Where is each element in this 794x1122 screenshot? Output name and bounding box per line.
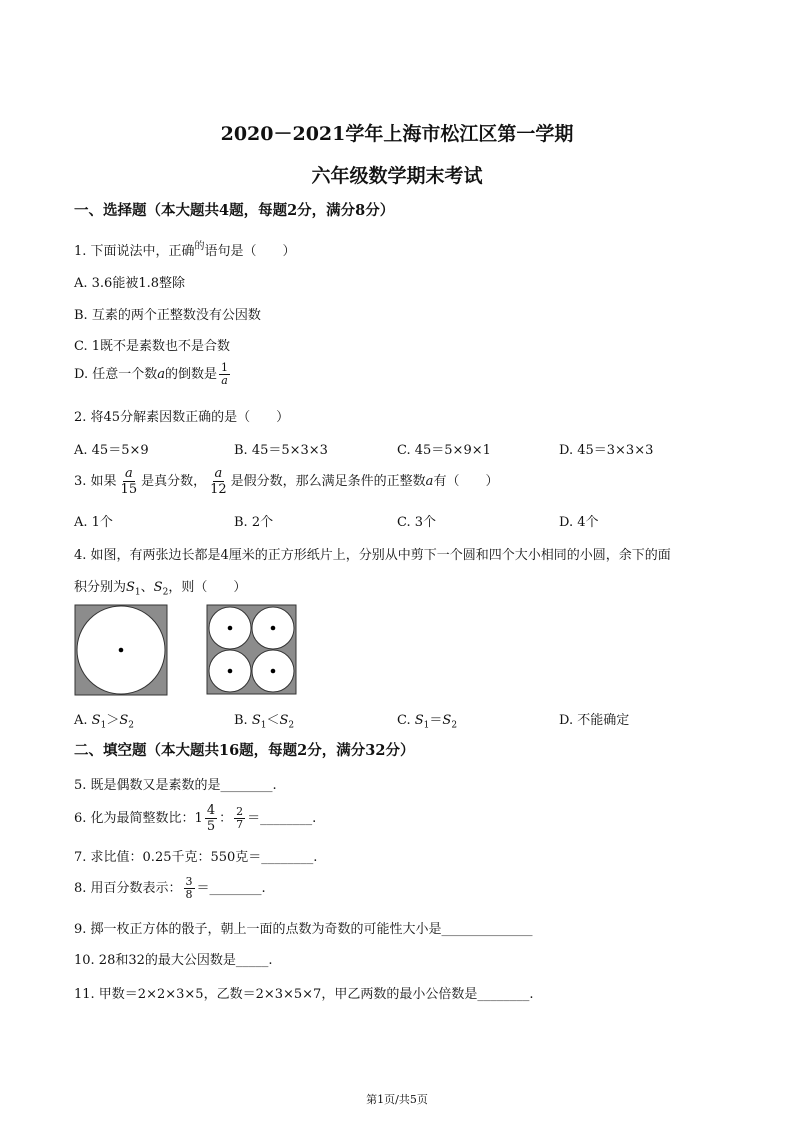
q6-fraction-1	[205, 803, 217, 834]
q4-s1: S	[126, 580, 135, 595]
q4-figure-one-circle	[74, 604, 168, 696]
q3-mid2: 是假分数，那么满足条件的正整数	[230, 474, 426, 489]
q4-c-op: ＝	[429, 713, 443, 728]
q1-option-b: B. 互素的两个正整数没有公因数	[74, 308, 261, 323]
q7: 7. 求比值：0.25千克：550克＝________.	[74, 850, 318, 865]
q6	[74, 803, 316, 834]
center-dot-tr	[271, 626, 276, 631]
q8-prefix: 8. 用百分数表示：	[74, 881, 182, 896]
q4-b-rsub: 2	[288, 720, 295, 731]
q2-option-b: B. 45＝5×3×3	[234, 443, 328, 458]
q1-d-var: a	[157, 367, 165, 382]
q4-figure-four-circles	[206, 604, 297, 695]
q4-b-left: S	[251, 713, 261, 728]
q8-frac-num: 3	[185, 875, 193, 888]
q3-prefix: 3. 如果	[74, 474, 117, 489]
q2-stem: 2. 将45分解素因数正确的是（ ）	[74, 410, 290, 425]
q4-a-prefix: A.	[74, 713, 92, 728]
q2-option-a: A. 45＝5×9	[74, 443, 149, 458]
title-line2: 六年级数学期末考试	[311, 165, 483, 187]
big-circle-center	[119, 648, 124, 653]
q4-c-rsub: 2	[451, 720, 458, 731]
q4-c-left: S	[414, 713, 424, 728]
q6-prefix: 6. 化为最简整数比：1	[74, 811, 203, 826]
q8-frac-den: 8	[185, 888, 193, 901]
q1-d-fraction	[219, 362, 230, 387]
q3-suffix: 有（ ）	[433, 474, 499, 489]
q4-a-rsub: 2	[128, 720, 134, 731]
q4-b-op: ＜	[266, 713, 280, 728]
q4-stem-line2	[74, 576, 246, 598]
section2-heading: 二、填空题（本大题共16题，每题2分，满分32分）	[74, 742, 415, 759]
q6-frac2-den: 7	[236, 818, 244, 831]
q1-option-d	[74, 362, 232, 387]
q1-option-a: A. 3.6能被1.8整除	[74, 276, 186, 291]
q4-c-prefix: C.	[397, 713, 415, 728]
q6-frac1-num: 4	[206, 803, 216, 818]
q3-option-d: D. 4个	[559, 515, 599, 530]
page-footer: 第1页/共5页	[366, 1093, 428, 1106]
q2-option-d: D. 45＝3×3×3	[559, 443, 654, 458]
q4-s2: S	[153, 580, 163, 595]
q3-frac1-den: 15	[120, 482, 138, 497]
q1-stem-sup: 的	[194, 241, 205, 252]
q4-option-d: D. 不能确定	[559, 713, 630, 728]
q8-suffix: ＝________.	[196, 881, 266, 896]
q4-b-right: S	[279, 713, 289, 728]
q8	[74, 876, 266, 901]
q6-fraction-2	[234, 806, 245, 831]
q3-mid1: 是真分数，	[141, 474, 207, 489]
q3-option-a: A. 1个	[74, 515, 113, 530]
q4-c-lsub: 1	[423, 720, 430, 731]
q2-option-c: C. 45＝5×9×1	[397, 443, 491, 458]
q4-option-c	[397, 709, 457, 731]
q1-d-prefix: D. 任意一个数	[74, 367, 158, 382]
q4-b-lsub: 1	[260, 720, 267, 731]
q4-sep: 、	[140, 580, 154, 595]
q6-frac2-num: 2	[236, 805, 244, 818]
q4-b-prefix: B.	[234, 713, 252, 728]
q4-a-right: S	[119, 713, 129, 728]
q4-a-op: ＞	[106, 713, 120, 728]
q3-fraction-2	[208, 466, 229, 497]
q5: 5. 既是偶数又是素数的是________.	[74, 778, 277, 793]
q3-option-b: B. 2个	[234, 515, 274, 530]
q3-frac2-num: a	[214, 466, 223, 481]
q3-frac1-num: a	[124, 466, 133, 481]
q1-d-frac-den: a	[221, 374, 228, 387]
title-line1: 2020－2021学年上海市松江区第一学期	[220, 123, 574, 145]
q1-d-mid: 的倒数是	[165, 367, 218, 382]
q3-stem	[74, 466, 498, 497]
q1-stem-b: 语句是（ ）	[204, 244, 296, 259]
q6-sep: ：	[219, 811, 233, 826]
q8-fraction	[184, 876, 195, 901]
q4-option-a	[74, 709, 134, 731]
q4-option-b	[234, 709, 294, 731]
q1-stem	[74, 237, 296, 259]
q4-a-lsub: 1	[100, 720, 107, 731]
section1-heading: 一、选择题（本大题共4题，每题2分，满分8分）	[74, 202, 395, 219]
center-dot-bl	[228, 669, 233, 674]
q1-option-c: C. 1既不是素数也不是合数	[74, 339, 231, 354]
q1-d-frac-num: 1	[221, 361, 229, 374]
q4-a-left: S	[91, 713, 101, 728]
q11: 11. 甲数＝2×2×3×5，乙数＝2×3×5×7，甲乙两数的最小公倍数是________.	[74, 987, 534, 1002]
center-dot-tl	[228, 626, 233, 631]
q4-c-right: S	[442, 713, 452, 728]
q4-line2-a: 积分别为	[74, 580, 127, 595]
q6-frac1-den: 5	[206, 819, 216, 834]
q10: 10. 28和32的最大公因数是_____.	[74, 953, 273, 968]
q3-var: a	[425, 474, 434, 489]
q6-suffix: ＝________.	[247, 811, 317, 826]
q4-s1-sub: 1	[134, 587, 141, 598]
q3-option-c: C. 3个	[397, 515, 437, 530]
q3-frac2-den: 12	[210, 482, 227, 497]
q4-line2-b: ，则（ ）	[168, 580, 247, 595]
q4-s2-sub: 2	[162, 587, 169, 598]
q9: 9. 掷一枚正方体的骰子，朝上一面的点数为奇数的可能性大小是______________	[74, 922, 533, 937]
q4-stem-line1: 4. 如图，有两张边长都是4厘米的正方形纸片上，分别从中剪下一个圆和四个大小相同的小圆，余下的面	[74, 548, 671, 563]
q3-fraction-1	[119, 466, 140, 497]
q1-stem-a: 1. 下面说法中，正确	[74, 244, 195, 259]
center-dot-br	[271, 669, 276, 674]
